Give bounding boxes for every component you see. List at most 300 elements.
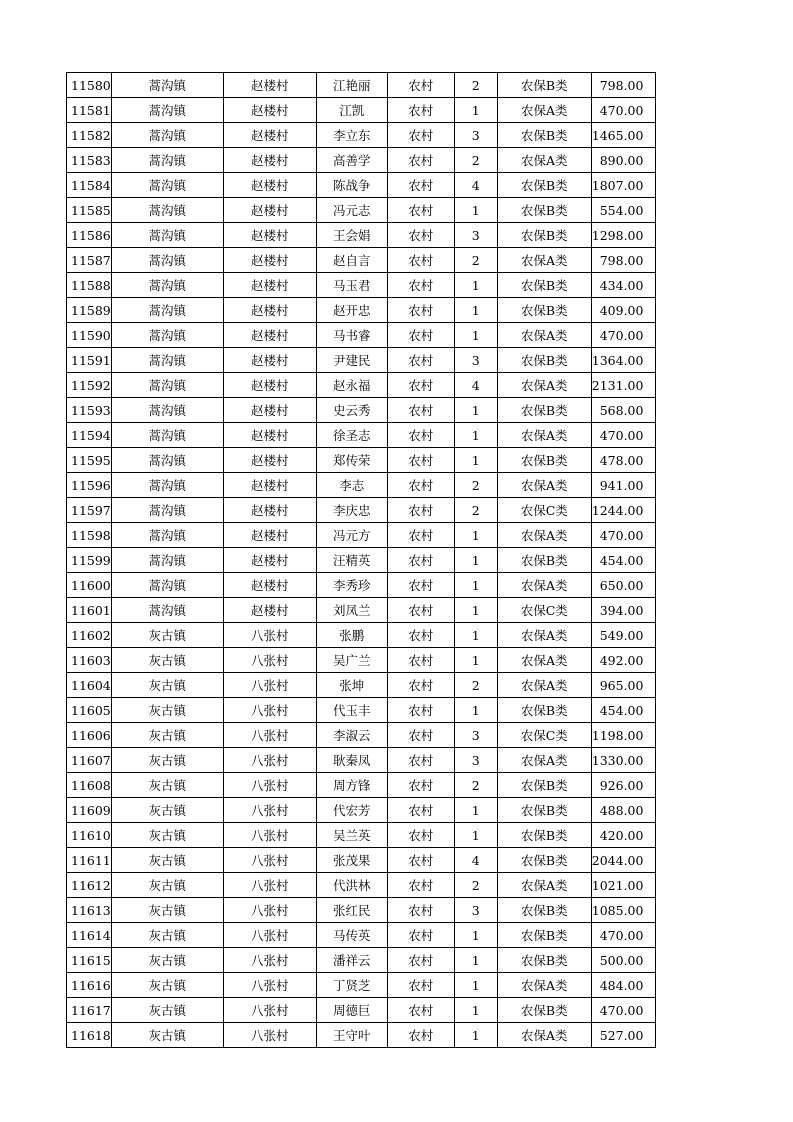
table-row [67,948,656,973]
insurance-type-cell: 农保B类 [497,123,591,148]
row-id-cell: 11608 [67,773,112,798]
amount-cell: 549.00 [591,623,656,648]
area-type-cell: 农村 [387,898,454,923]
table-row [67,698,656,723]
row-id-cell: 11616 [67,973,112,998]
village-cell: 赵楼村 [223,598,316,623]
name-cell: 代宏芳 [316,798,387,823]
town-cell: 灰古镇 [111,673,223,698]
household-count-cell: 2 [454,248,497,273]
table-row [67,623,656,648]
household-count-cell: 1 [454,698,497,723]
household-count-cell: 1 [454,423,497,448]
table-row [67,723,656,748]
row-id-cell: 11611 [67,848,112,873]
area-type-cell: 农村 [387,148,454,173]
name-cell: 刘凤兰 [316,598,387,623]
insurance-type-cell: 农保B类 [497,548,591,573]
row-id-cell: 11604 [67,673,112,698]
household-count-cell: 2 [454,498,497,523]
table-row [67,398,656,423]
row-id-cell: 11583 [67,148,112,173]
household-count-cell: 2 [454,873,497,898]
row-id-cell: 11603 [67,648,112,673]
town-cell: 灰古镇 [111,923,223,948]
name-cell: 尹建民 [316,348,387,373]
insurance-type-cell: 农保B类 [497,348,591,373]
area-type-cell: 农村 [387,848,454,873]
table-row [67,198,656,223]
area-type-cell: 农村 [387,198,454,223]
town-cell: 灰古镇 [111,873,223,898]
table-row [67,123,656,148]
amount-cell: 2131.00 [591,373,656,398]
name-cell: 李淑云 [316,723,387,748]
name-cell: 徐圣志 [316,423,387,448]
area-type-cell: 农村 [387,598,454,623]
area-type-cell: 农村 [387,673,454,698]
household-count-cell: 3 [454,123,497,148]
insurance-type-cell: 农保B类 [497,923,591,948]
row-id-cell: 11592 [67,373,112,398]
data-table [66,72,656,1048]
town-cell: 灰古镇 [111,1023,223,1048]
name-cell: 郑传荣 [316,448,387,473]
amount-cell: 798.00 [591,248,656,273]
household-count-cell: 4 [454,173,497,198]
amount-cell: 1465.00 [591,123,656,148]
household-count-cell: 3 [454,723,497,748]
insurance-type-cell: 农保A类 [497,148,591,173]
row-id-cell: 11582 [67,123,112,148]
insurance-type-cell: 农保A类 [497,98,591,123]
row-id-cell: 11605 [67,698,112,723]
amount-cell: 484.00 [591,973,656,998]
table-row [67,348,656,373]
name-cell: 赵自言 [316,248,387,273]
row-id-cell: 11590 [67,323,112,348]
amount-cell: 470.00 [591,423,656,448]
town-cell: 灰古镇 [111,798,223,823]
area-type-cell: 农村 [387,473,454,498]
insurance-type-cell: 农保A类 [497,1023,591,1048]
insurance-type-cell: 农保B类 [497,273,591,298]
town-cell: 蒿沟镇 [111,523,223,548]
table-row [67,273,656,298]
amount-cell: 941.00 [591,473,656,498]
table-row [67,973,656,998]
household-count-cell: 3 [454,223,497,248]
amount-cell: 470.00 [591,923,656,948]
insurance-type-cell: 农保B类 [497,998,591,1023]
town-cell: 蒿沟镇 [111,148,223,173]
household-count-cell: 1 [454,648,497,673]
table-row [67,423,656,448]
name-cell: 李庆忠 [316,498,387,523]
village-cell: 八张村 [223,773,316,798]
village-cell: 八张村 [223,948,316,973]
name-cell: 王会娟 [316,223,387,248]
name-cell: 丁贤芝 [316,973,387,998]
village-cell: 赵楼村 [223,423,316,448]
amount-cell: 1807.00 [591,173,656,198]
household-count-cell: 4 [454,848,497,873]
amount-cell: 568.00 [591,398,656,423]
amount-cell: 500.00 [591,948,656,973]
village-cell: 八张村 [223,973,316,998]
town-cell: 灰古镇 [111,723,223,748]
table-row [67,498,656,523]
town-cell: 蒿沟镇 [111,598,223,623]
town-cell: 蒿沟镇 [111,448,223,473]
town-cell: 蒿沟镇 [111,398,223,423]
row-id-cell: 11607 [67,748,112,773]
village-cell: 八张村 [223,673,316,698]
amount-cell: 454.00 [591,698,656,723]
name-cell: 张红民 [316,898,387,923]
area-type-cell: 农村 [387,948,454,973]
name-cell: 江凯 [316,98,387,123]
name-cell: 吴兰英 [316,823,387,848]
town-cell: 蒿沟镇 [111,348,223,373]
amount-cell: 1364.00 [591,348,656,373]
area-type-cell: 农村 [387,573,454,598]
insurance-type-cell: 农保B类 [497,398,591,423]
insurance-type-cell: 农保B类 [497,223,591,248]
name-cell: 陈战争 [316,173,387,198]
row-id-cell: 11606 [67,723,112,748]
row-id-cell: 11615 [67,948,112,973]
name-cell: 张坤 [316,673,387,698]
village-cell: 赵楼村 [223,98,316,123]
row-id-cell: 11585 [67,198,112,223]
household-count-cell: 3 [454,748,497,773]
table-row [67,373,656,398]
name-cell: 李立东 [316,123,387,148]
household-count-cell: 2 [454,773,497,798]
household-count-cell: 2 [454,473,497,498]
village-cell: 赵楼村 [223,198,316,223]
insurance-type-cell: 农保B类 [497,198,591,223]
amount-cell: 470.00 [591,98,656,123]
amount-cell: 492.00 [591,648,656,673]
amount-cell: 926.00 [591,773,656,798]
household-count-cell: 3 [454,348,497,373]
village-cell: 赵楼村 [223,498,316,523]
household-count-cell: 1 [454,973,497,998]
table-body [67,73,656,1048]
village-cell: 八张村 [223,648,316,673]
table-row [67,1023,656,1048]
insurance-type-cell: 农保A类 [497,873,591,898]
row-id-cell: 11599 [67,548,112,573]
area-type-cell: 农村 [387,923,454,948]
row-id-cell: 11594 [67,423,112,448]
insurance-type-cell: 农保A类 [497,973,591,998]
name-cell: 李志 [316,473,387,498]
town-cell: 灰古镇 [111,698,223,723]
area-type-cell: 农村 [387,748,454,773]
name-cell: 赵永福 [316,373,387,398]
town-cell: 蒿沟镇 [111,173,223,198]
village-cell: 赵楼村 [223,148,316,173]
village-cell: 八张村 [223,1023,316,1048]
village-cell: 赵楼村 [223,223,316,248]
insurance-type-cell: 农保B类 [497,948,591,973]
insurance-type-cell: 农保A类 [497,323,591,348]
household-count-cell: 1 [454,448,497,473]
table-row [67,548,656,573]
table-row [67,748,656,773]
area-type-cell: 农村 [387,348,454,373]
name-cell: 江艳丽 [316,73,387,98]
name-cell: 代玉丰 [316,698,387,723]
village-cell: 八张村 [223,623,316,648]
name-cell: 吴广兰 [316,648,387,673]
amount-cell: 1244.00 [591,498,656,523]
town-cell: 蒿沟镇 [111,98,223,123]
amount-cell: 470.00 [591,523,656,548]
town-cell: 灰古镇 [111,823,223,848]
row-id-cell: 11591 [67,348,112,373]
village-cell: 赵楼村 [223,448,316,473]
area-type-cell: 农村 [387,98,454,123]
town-cell: 灰古镇 [111,973,223,998]
village-cell: 赵楼村 [223,323,316,348]
table-row [67,73,656,98]
row-id-cell: 11618 [67,1023,112,1048]
amount-cell: 409.00 [591,298,656,323]
town-cell: 灰古镇 [111,623,223,648]
name-cell: 周德巨 [316,998,387,1023]
insurance-type-cell: 农保B类 [497,898,591,923]
area-type-cell: 农村 [387,498,454,523]
row-id-cell: 11602 [67,623,112,648]
name-cell: 史云秀 [316,398,387,423]
name-cell: 冯元志 [316,198,387,223]
table-row [67,173,656,198]
table-row [67,148,656,173]
row-id-cell: 11581 [67,98,112,123]
area-type-cell: 农村 [387,223,454,248]
name-cell: 代洪林 [316,873,387,898]
town-cell: 灰古镇 [111,848,223,873]
area-type-cell: 农村 [387,373,454,398]
area-type-cell: 农村 [387,873,454,898]
town-cell: 蒿沟镇 [111,498,223,523]
insurance-type-cell: 农保B类 [497,823,591,848]
amount-cell: 454.00 [591,548,656,573]
row-id-cell: 11612 [67,873,112,898]
amount-cell: 650.00 [591,573,656,598]
table-row [67,523,656,548]
name-cell: 周方锋 [316,773,387,798]
village-cell: 八张村 [223,848,316,873]
row-id-cell: 11580 [67,73,112,98]
amount-cell: 2044.00 [591,848,656,873]
amount-cell: 1298.00 [591,223,656,248]
area-type-cell: 农村 [387,823,454,848]
area-type-cell: 农村 [387,273,454,298]
row-id-cell: 11600 [67,573,112,598]
household-count-cell: 1 [454,823,497,848]
village-cell: 赵楼村 [223,573,316,598]
insurance-type-cell: 农保A类 [497,673,591,698]
amount-cell: 1021.00 [591,873,656,898]
row-id-cell: 11598 [67,523,112,548]
household-count-cell: 1 [454,998,497,1023]
town-cell: 蒿沟镇 [111,273,223,298]
household-count-cell: 1 [454,298,497,323]
row-id-cell: 11596 [67,473,112,498]
insurance-type-cell: 农保A类 [497,248,591,273]
amount-cell: 478.00 [591,448,656,473]
insurance-type-cell: 农保A类 [497,623,591,648]
row-id-cell: 11614 [67,923,112,948]
area-type-cell: 农村 [387,448,454,473]
row-id-cell: 11601 [67,598,112,623]
insurance-type-cell: 农保A类 [497,423,591,448]
name-cell: 张茂果 [316,848,387,873]
insurance-type-cell: 农保A类 [497,648,591,673]
area-type-cell: 农村 [387,998,454,1023]
name-cell: 张鹏 [316,623,387,648]
table-row [67,598,656,623]
town-cell: 蒿沟镇 [111,198,223,223]
village-cell: 八张村 [223,898,316,923]
household-count-cell: 1 [454,598,497,623]
name-cell: 王守叶 [316,1023,387,1048]
area-type-cell: 农村 [387,523,454,548]
household-count-cell: 1 [454,398,497,423]
amount-cell: 554.00 [591,198,656,223]
village-cell: 赵楼村 [223,298,316,323]
area-type-cell: 农村 [387,323,454,348]
village-cell: 八张村 [223,798,316,823]
table-row [67,923,656,948]
table-row [67,248,656,273]
village-cell: 赵楼村 [223,123,316,148]
area-type-cell: 农村 [387,623,454,648]
name-cell: 高善学 [316,148,387,173]
row-id-cell: 11584 [67,173,112,198]
table-row [67,798,656,823]
insurance-type-cell: 农保B类 [497,773,591,798]
village-cell: 八张村 [223,698,316,723]
area-type-cell: 农村 [387,973,454,998]
amount-cell: 1085.00 [591,898,656,923]
village-cell: 八张村 [223,923,316,948]
amount-cell: 420.00 [591,823,656,848]
name-cell: 冯元方 [316,523,387,548]
area-type-cell: 农村 [387,698,454,723]
table-row [67,223,656,248]
amount-cell: 965.00 [591,673,656,698]
town-cell: 灰古镇 [111,898,223,923]
household-count-cell: 1 [454,798,497,823]
household-count-cell: 1 [454,98,497,123]
row-id-cell: 11587 [67,248,112,273]
village-cell: 八张村 [223,723,316,748]
table-row [67,998,656,1023]
household-count-cell: 1 [454,923,497,948]
row-id-cell: 11593 [67,398,112,423]
village-cell: 赵楼村 [223,473,316,498]
row-id-cell: 11609 [67,798,112,823]
table-row [67,898,656,923]
area-type-cell: 农村 [387,648,454,673]
town-cell: 灰古镇 [111,773,223,798]
town-cell: 灰古镇 [111,748,223,773]
town-cell: 蒿沟镇 [111,423,223,448]
insurance-type-cell: 农保B类 [497,173,591,198]
town-cell: 灰古镇 [111,648,223,673]
table-row [67,873,656,898]
row-id-cell: 11589 [67,298,112,323]
household-count-cell: 1 [454,573,497,598]
area-type-cell: 农村 [387,773,454,798]
town-cell: 蒿沟镇 [111,573,223,598]
amount-cell: 434.00 [591,273,656,298]
town-cell: 灰古镇 [111,948,223,973]
amount-cell: 890.00 [591,148,656,173]
town-cell: 蒿沟镇 [111,298,223,323]
insurance-type-cell: 农保A类 [497,473,591,498]
area-type-cell: 农村 [387,73,454,98]
household-count-cell: 1 [454,948,497,973]
insurance-type-cell: 农保A类 [497,523,591,548]
row-id-cell: 11613 [67,898,112,923]
table-row [67,323,656,348]
area-type-cell: 农村 [387,173,454,198]
village-cell: 八张村 [223,748,316,773]
household-count-cell: 1 [454,548,497,573]
household-count-cell: 1 [454,323,497,348]
name-cell: 马玉君 [316,273,387,298]
household-count-cell: 2 [454,673,497,698]
town-cell: 灰古镇 [111,998,223,1023]
table-row [67,673,656,698]
household-count-cell: 1 [454,198,497,223]
amount-cell: 527.00 [591,1023,656,1048]
insurance-type-cell: 农保B类 [497,848,591,873]
town-cell: 蒿沟镇 [111,248,223,273]
row-id-cell: 11595 [67,448,112,473]
name-cell: 李秀珍 [316,573,387,598]
amount-cell: 470.00 [591,998,656,1023]
row-id-cell: 11617 [67,998,112,1023]
household-count-cell: 2 [454,73,497,98]
town-cell: 蒿沟镇 [111,323,223,348]
amount-cell: 394.00 [591,598,656,623]
town-cell: 蒿沟镇 [111,373,223,398]
amount-cell: 470.00 [591,323,656,348]
household-count-cell: 1 [454,273,497,298]
insurance-type-cell: 农保B类 [497,298,591,323]
household-count-cell: 4 [454,373,497,398]
row-id-cell: 11610 [67,823,112,848]
name-cell: 赵开忠 [316,298,387,323]
area-type-cell: 农村 [387,723,454,748]
name-cell: 潘祥云 [316,948,387,973]
row-id-cell: 11588 [67,273,112,298]
village-cell: 赵楼村 [223,348,316,373]
town-cell: 蒿沟镇 [111,73,223,98]
area-type-cell: 农村 [387,1023,454,1048]
amount-cell: 1330.00 [591,748,656,773]
village-cell: 赵楼村 [223,548,316,573]
village-cell: 赵楼村 [223,373,316,398]
